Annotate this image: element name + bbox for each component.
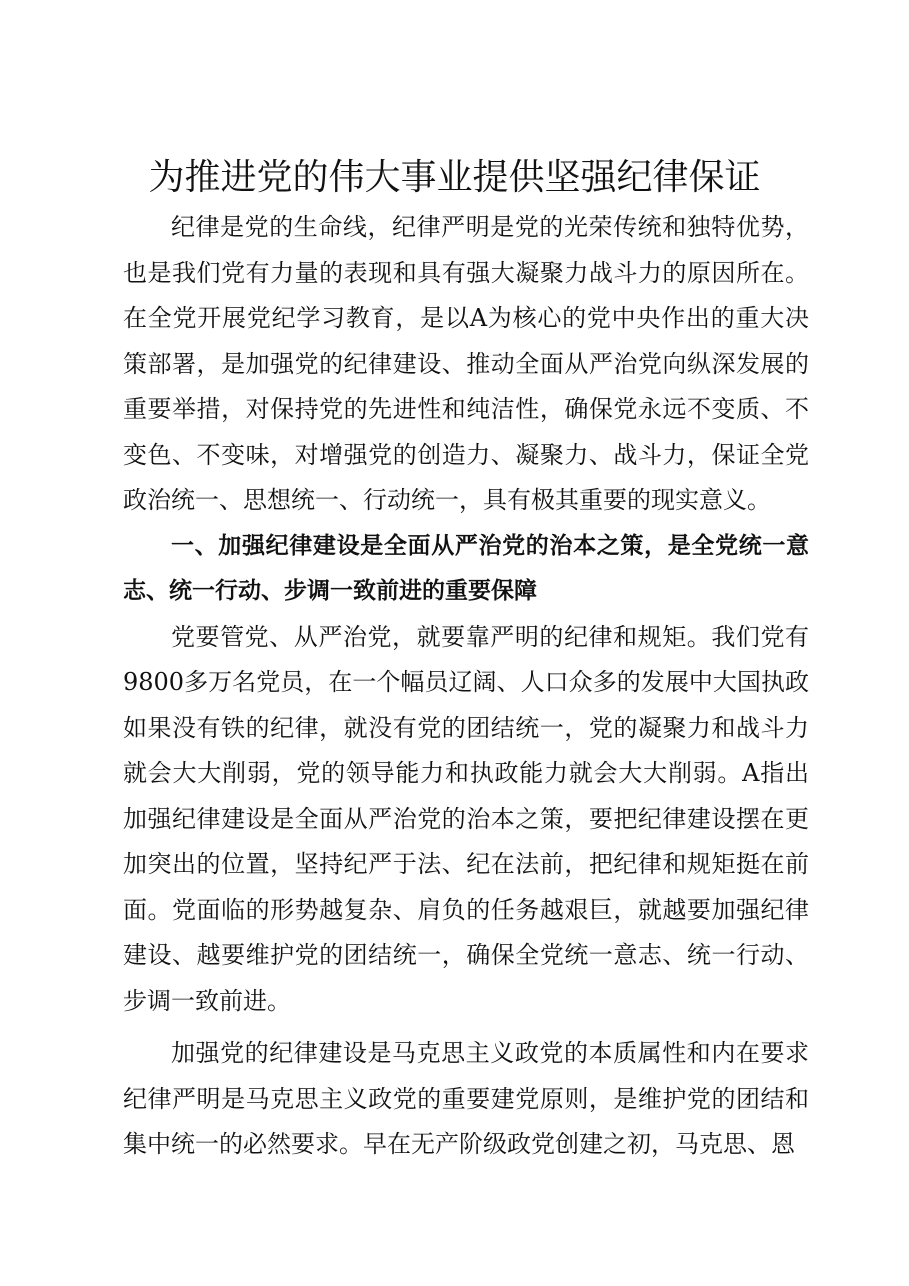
- section1-paragraph-1: 党要管党、从严治党，就要靠严明的纪律和规矩。我们党有9800多万名党员，在一个幅员辽阔、人口众多的发展中大国执政如果没有铁的纪律，就没有党的团结统一，党的凝聚力和战斗力就会大大削弱，党的领导能力和执政能力就会大大削弱。A指出加强纪律建设是全面从严治党的治本之策，要把纪律建设摆在更加突出的位置，坚持纪严于法、纪在法前，把纪律和规矩挺在前面。党面临的形势越复杂、肩负的任务越艰巨，就越要加强纪律建设、越要维护党的团结统一，确保全党统一意志、统一行动、步调一致前进。: [123, 622, 809, 1015]
- intro-paragraph: 纪律是党的生命线，纪律严明是党的光荣传统和独特优势，也是我们党有力量的表现和具有强大凝聚力战斗力的原因所在。在全党开展党纪学习教育，是以A为核心的党中央作出的重大决策部署，是加强党的纪律建设、推动全面从严治党向纵深发展的重要举措，对保持党的先进性和纯洁性，确保党永远不变质、不变色、不变味，对增强党的创造力、凝聚力、战斗力，保证全党政治统一、思想统一、行动统一，具有极其重要的现实意义。: [123, 213, 809, 514]
- document-body: [123, 205, 809, 1168]
- document-title: 为推进党的伟大事业提供坚强纪律保证: [148, 157, 761, 198]
- section-heading-1: 一、加强纪律建设是全面从严治党的治本之策，是全党统一意志、统一行动、步调一致前进的重要保障: [123, 532, 809, 604]
- section1-paragraph-2: 加强党的纪律建设是马克思主义政党的本质属性和内在要求纪律严明是马克思主义政党的重要建党原则，是维护党的团结和集中统一的必然要求。早在无产阶级政党创建之初，马克思、恩: [123, 1039, 809, 1158]
- paragraph-gap: [123, 1024, 809, 1031]
